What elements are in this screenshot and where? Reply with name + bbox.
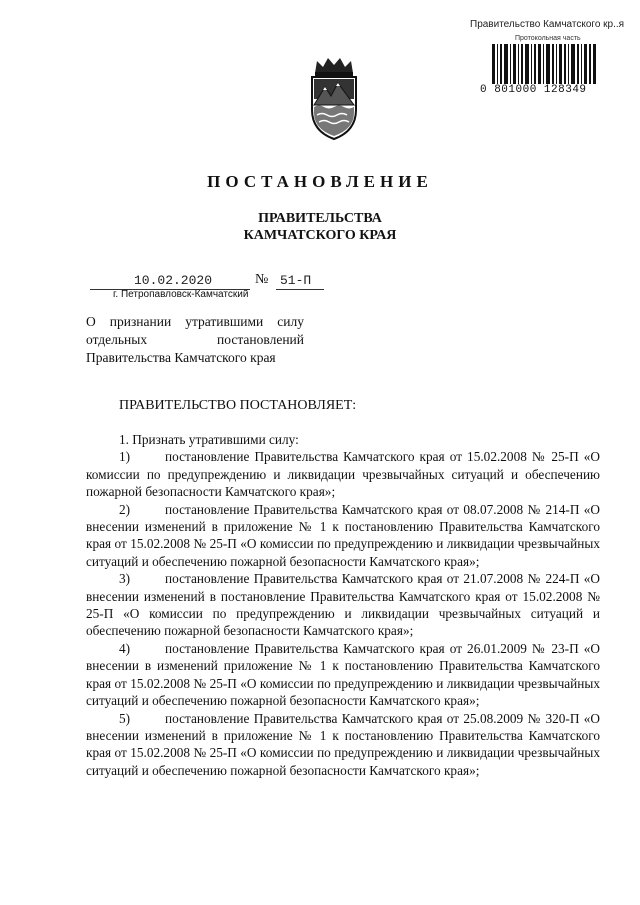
document-type: ПОСТАНОВЛЕНИЕ bbox=[207, 172, 433, 191]
list-item bbox=[86, 710, 600, 780]
document-body bbox=[86, 431, 600, 779]
number-underline bbox=[276, 289, 324, 290]
list-item bbox=[86, 570, 600, 640]
item-text: постановление Правительства Камчатского края от 26.01.2009 № 23-П «О внесении в изменений приложение № 1 к постановлению Правительства Камчатского края от 15.02.2008 № 25-П «О комиссии по предупреждению и ликвидации чрезвычайных ситуаций и обеспечению пожарной безопасности Камчатского края»; bbox=[86, 640, 600, 709]
subject-line: отдельных постановлений bbox=[86, 332, 304, 347]
item-number: 3) bbox=[119, 571, 131, 587]
item-text: постановление Правительства Камчатского края от 15.02.2008 № 25-П «О комиссии по предупреждению и ликвидации чрезвычайных ситуаций и обеспечению пожарной безопасности Камчатского края»; bbox=[86, 449, 600, 500]
stamp-organization: Правительство Камчатского кр..я bbox=[470, 19, 625, 30]
list-item bbox=[86, 501, 600, 571]
issuer-line-1: ПРАВИТЕЛЬСТВА bbox=[258, 211, 382, 226]
subject-line: Правительства Камчатского края bbox=[86, 350, 276, 365]
intro-paragraph: 1. Признать утратившими силу: bbox=[119, 432, 299, 447]
subject-line: О признании утратившими силу bbox=[86, 314, 304, 329]
list-item bbox=[86, 640, 600, 710]
item-text: постановление Правительства Камчатского края от 21.07.2008 № 224-П «О внесении изменений в постановление Правительства Камчатского края от 15.02.2008 № 25-П «О комиссии по предупреждению и ликвидации чрезвычайных ситуаций и обеспечению пожарной безопасности Камчатского края»; bbox=[86, 571, 600, 639]
decree-heading: ПРАВИТЕЛЬСТВО ПОСТАНОВЛЯЕТ: bbox=[119, 398, 357, 413]
item-text: постановление Правительства Камчатского края от 08.07.2008 № 214-П «О внесении изменений в приложение № 1 к постановлению Правительства Камчатского края от 15.02.2008 № 25-П «О комиссии по предупреждению и ликвидации чрезвычайных ситуаций и обеспечению пожарной безопасности Камчатского края»; bbox=[86, 501, 600, 569]
item-number: 5) bbox=[119, 710, 131, 726]
stamp-part-label: Протокольная часть bbox=[515, 35, 581, 42]
item-number: 2) bbox=[119, 501, 131, 517]
item-number: 1) bbox=[119, 449, 131, 465]
issuer-line-2: КАМЧАТСКОГО КРАЯ bbox=[243, 228, 397, 243]
document-date: 10.02.2020 bbox=[134, 273, 213, 288]
item-number: 4) bbox=[119, 640, 131, 656]
coat-of-arms-icon bbox=[307, 55, 361, 141]
number-label: № bbox=[255, 272, 269, 287]
document-number: 51-П bbox=[280, 273, 312, 288]
document-subject bbox=[86, 313, 304, 367]
list-item bbox=[86, 448, 600, 500]
document-city: г. Петропавловск-Камчатский bbox=[113, 289, 249, 300]
item-text: постановление Правительства Камчатского края от 25.08.2009 № 320-П «О внесении изменений в приложение № 1 к постановлению Правительства Камчатского края от 15.02.2008 № 25-П «О комиссии по предупреждению и ликвидации чрезвычайных ситуаций и обеспечению пожарной безопасности Камчатского края»; bbox=[86, 710, 600, 778]
barcode-number: 0 801000 128349 bbox=[480, 84, 612, 98]
